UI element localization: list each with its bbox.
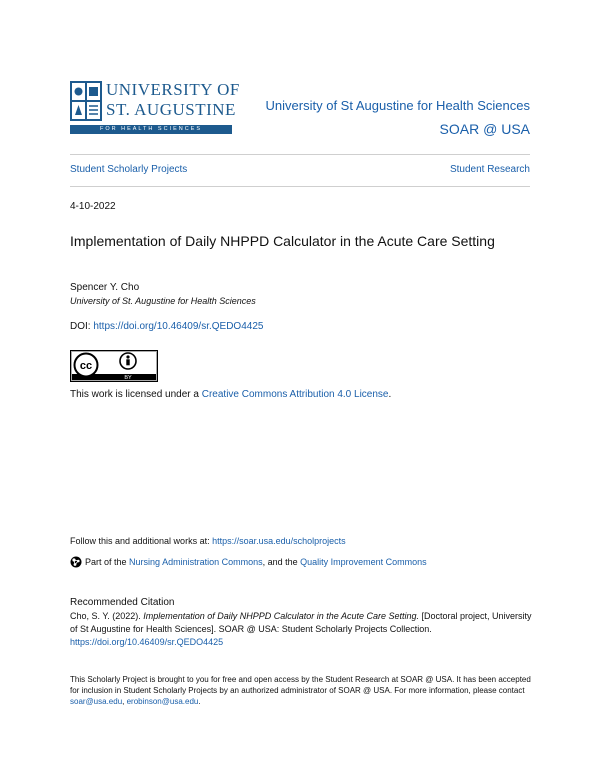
breadcrumb-student-research[interactable]: Student Research — [449, 164, 530, 175]
citation-title: Implementation of Daily NHPPD Calculator in the Acute Care Setting. — [143, 611, 420, 621]
doi-link[interactable]: https://doi.org/10.46409/sr.QEDO4425 — [93, 321, 264, 332]
citation-text — [70, 610, 532, 649]
license-link[interactable]: Creative Commons Attribution 4.0 License — [201, 389, 389, 400]
follow-prefix: Follow this and additional works at: — [70, 536, 213, 546]
paper-title: Implementation of Daily NHPPD Calculator in the Acute Care Setting — [70, 233, 495, 249]
recommended-citation-heading: Recommended Citation — [70, 597, 175, 608]
author-affiliation: University of St. Augustine for Health Sciences — [70, 296, 256, 306]
license-prefix: This work is licensed under a — [70, 389, 202, 400]
institution-name-link[interactable]: University of St Augustine for Health Sciences — [265, 98, 530, 113]
follow-link[interactable]: https://soar.usa.edu/scholprojects — [212, 536, 346, 546]
citation-authors: Cho, S. Y. (2022). — [70, 611, 144, 621]
part-of-middle: , and the — [262, 557, 301, 567]
svg-text:cc: cc — [79, 360, 93, 372]
logo-text-line1: UNIVERSITY OF — [106, 80, 240, 99]
email-separator: , — [122, 697, 127, 706]
part-of-prefix: Part of the — [85, 557, 127, 567]
nursing-administration-commons-link[interactable]: Nursing Administration Commons — [129, 557, 263, 567]
access-note — [70, 674, 532, 707]
university-logo[interactable] — [70, 80, 240, 134]
author-name: Spencer Y. Cho — [70, 282, 140, 293]
license-line — [70, 389, 391, 400]
access-note-text: This Scholarly Project is brought to you for free and open access by the Student Research at SOAR @ USA. It has been accepted for inclusion in Student Scholarly Projects by an authorized administrator of SOAR @ USA. For more information, please contact — [70, 675, 531, 695]
repository-name-link[interactable]: SOAR @ USA — [439, 121, 530, 137]
logo-subtitle-bar: FOR HEALTH SCIENCES — [70, 125, 232, 134]
license-suffix: . — [388, 389, 392, 400]
doi-label: DOI: — [70, 321, 91, 332]
creative-commons-by-badge-icon[interactable] — [70, 350, 158, 382]
part-of-line — [70, 556, 427, 568]
citation-doi-link[interactable]: https://doi.org/10.46409/sr.QEDO4425 — [70, 637, 224, 647]
contact-email-soar[interactable]: soar@usa.edu — [70, 697, 123, 706]
breadcrumb-student-scholarly-projects[interactable]: Student Scholarly Projects — [70, 164, 188, 175]
divider-bottom — [70, 186, 530, 187]
cc-badge-text: BY — [124, 375, 132, 381]
network-icon — [70, 556, 82, 568]
logo-text-line2: ST. AUGUSTINE — [106, 100, 236, 119]
citation-rest: [Doctoral project, University of St Augustine for Health Sciences]. SOAR @ USA: Student Scholarly Projects Collection. — [70, 611, 532, 634]
access-note-end: . — [198, 697, 201, 706]
doi-line — [70, 321, 263, 332]
divider-top — [70, 154, 530, 155]
contact-email-erobinson[interactable]: erobinson@usa.edu — [126, 697, 199, 706]
university-crest-icon — [70, 81, 102, 121]
publication-date: 4-10-2022 — [70, 201, 116, 212]
follow-line — [70, 536, 346, 546]
quality-improvement-commons-link[interactable]: Quality Improvement Commons — [300, 557, 427, 567]
